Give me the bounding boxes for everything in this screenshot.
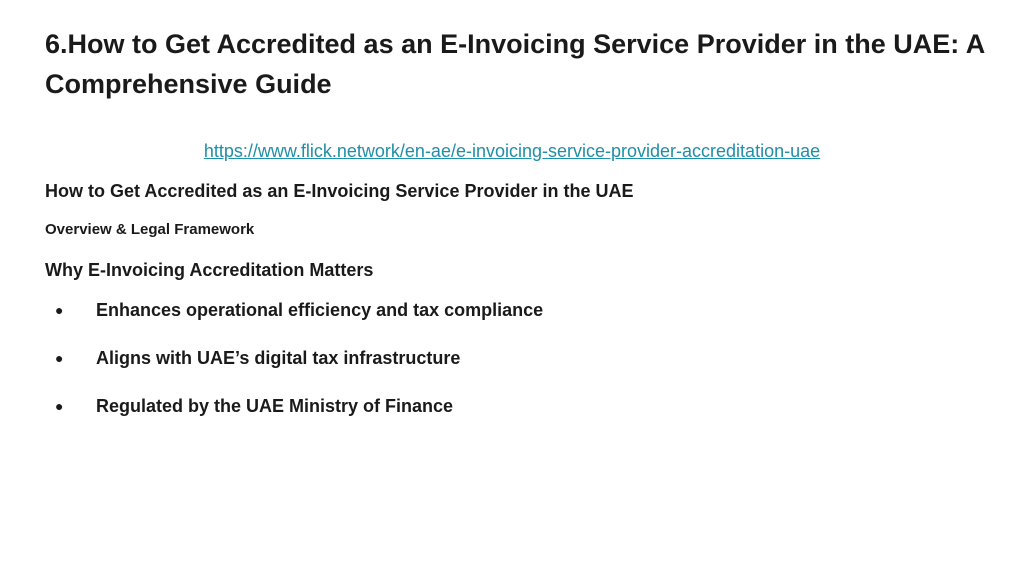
article-heading: How to Get Accredited as an E-Invoicing Service Provider in the UAE (45, 181, 634, 201)
bullet-icon: ● (55, 398, 64, 414)
bullet-icon: ● (55, 350, 64, 366)
bullet-text: Enhances operational efficiency and tax compliance (96, 300, 544, 320)
section-title: Why E-Invoicing Accreditation Matters (45, 260, 374, 280)
slide-title: 6.How to Get Accredited as an E-Invoicing Service Provider in the UAE: A Comprehensive Guide (45, 29, 985, 99)
bullet-text: Regulated by the UAE Ministry of Finance (96, 396, 454, 416)
source-link[interactable]: https://www.flick.network/en-ae/e-invoicing-service-provider-accreditation-uae (203, 141, 821, 161)
bullet-icon: ● (55, 302, 64, 318)
overview-subheading: Overview & Legal Framework (45, 221, 255, 238)
bullet-text: Aligns with UAE’s digital tax infrastructure (96, 348, 461, 368)
